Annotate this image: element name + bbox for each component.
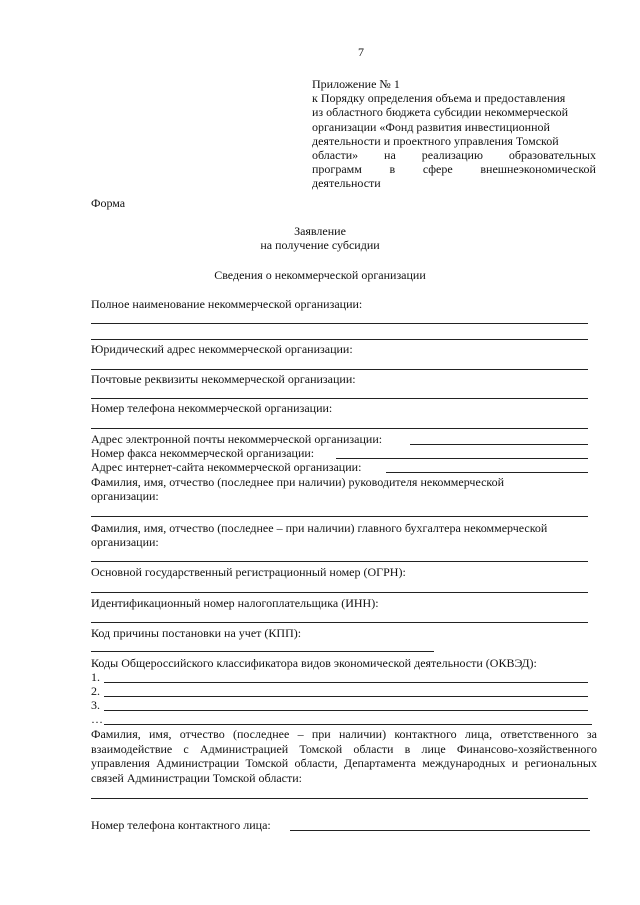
appendix-word: внешнеэкономической <box>480 162 596 177</box>
field-label-director-cont: организации: <box>91 489 159 503</box>
fax-line[interactable] <box>336 458 588 459</box>
email-line[interactable] <box>410 444 588 445</box>
field-label-full-name: Полное наименование некоммерческой организации: <box>91 297 363 311</box>
appendix-word: образовательных <box>508 148 596 163</box>
field-label-contact-phone: Номер телефона контактного лица: <box>91 818 271 832</box>
full-name-line-1[interactable] <box>91 323 588 324</box>
kpp-line[interactable] <box>91 651 434 652</box>
okved-item-number: 3. <box>91 698 100 712</box>
phone-line[interactable] <box>91 428 588 429</box>
appendix-line: деятельности <box>312 176 381 191</box>
okved-item-number: 2. <box>91 684 100 698</box>
section-title: Сведения о некоммерческой организации <box>214 268 426 282</box>
contact-phone-line[interactable] <box>290 830 590 831</box>
field-label-contact-person: Фамилия, имя, отчество (последнее – при наличии) контактного лица, ответственного за взаимодействие с Администрацией Томской области в лице Финансово-хозяйственного управления Администрации Томской области, Департамента международных и региональных связей Администрации Томской области: <box>91 727 597 785</box>
appendix-word: сфере <box>422 162 453 177</box>
legal-address-line[interactable] <box>91 369 588 370</box>
accountant-line[interactable] <box>91 561 588 562</box>
okved-item-number: 1. <box>91 670 100 684</box>
field-label-accountant: Фамилия, имя, отчество (последнее – при наличии) главного бухгалтера некоммерческой <box>91 521 548 535</box>
appendix-line: к Порядку определения объема и предоставления <box>312 91 566 106</box>
form-label: Форма <box>91 196 126 210</box>
field-label-phone: Номер телефона некоммерческой организации: <box>91 401 333 415</box>
website-line[interactable] <box>386 472 588 473</box>
appendix-word: области» <box>312 148 359 163</box>
document-title: Заявление <box>294 224 346 238</box>
field-label-director: Фамилия, имя, отчество (последнее при наличии) руководителя некоммерческой <box>91 475 505 489</box>
field-label-inn: Идентификационный номер налогоплательщика (ИНН): <box>91 596 379 610</box>
appendix-line: деятельности и проектного управления Томской <box>312 133 559 148</box>
appendix-word: на <box>384 148 396 163</box>
okved-item-line[interactable] <box>104 724 592 725</box>
field-label-accountant-cont: организации: <box>91 535 159 549</box>
field-label-kpp: Код причины постановки на учет (КПП): <box>91 626 302 640</box>
appendix-line: Приложение № 1 <box>312 77 400 91</box>
full-name-line-2[interactable] <box>91 339 588 340</box>
appendix-word: программ <box>312 162 362 177</box>
appendix-line: организации «Фонд развития инвестиционной <box>312 119 550 134</box>
field-label-legal-address: Юридический адрес некоммерческой организации: <box>91 342 353 356</box>
appendix-word: реализацию <box>421 148 483 163</box>
director-line[interactable] <box>91 516 588 517</box>
okved-item-line[interactable] <box>104 710 588 711</box>
inn-line[interactable] <box>91 622 588 623</box>
field-label-fax: Номер факса некоммерческой организации: <box>91 446 315 460</box>
appendix-line <box>312 162 596 176</box>
page-number: 7 <box>358 45 364 59</box>
okved-item-line[interactable] <box>104 682 588 683</box>
postal-details-line[interactable] <box>91 398 588 399</box>
appendix-line: из областного бюджета субсидии некоммерческой <box>312 105 569 120</box>
okved-item-line[interactable] <box>104 696 588 697</box>
field-label-email: Адрес электронной почты некоммерческой организации: <box>91 432 383 446</box>
appendix-line <box>312 148 596 162</box>
document-subtitle: на получение субсидии <box>260 238 380 252</box>
appendix-word: в <box>389 162 396 177</box>
okved-item-number: … <box>91 712 103 726</box>
field-label-ogrn: Основной государственный регистрационный номер (ОГРН): <box>91 565 406 579</box>
field-label-okved: Коды Общероссийского классификатора видов экономической деятельности (ОКВЭД): <box>91 656 537 670</box>
field-label-postal-details: Почтовые реквизиты некоммерческой организации: <box>91 372 356 386</box>
appendix-block <box>312 77 596 191</box>
contact-person-line[interactable] <box>91 798 588 799</box>
field-label-website: Адрес интернет-сайта некоммерческой организации: <box>91 460 362 474</box>
ogrn-line[interactable] <box>91 592 588 593</box>
